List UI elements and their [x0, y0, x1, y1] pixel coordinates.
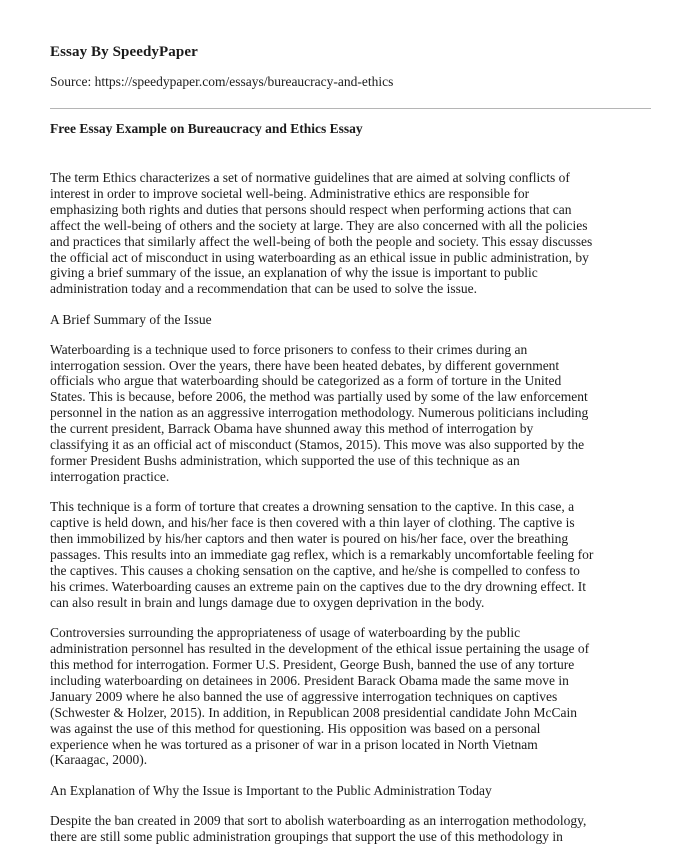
text-line: Despite the ban created in 2009 that sort to abolish waterboarding as an interrogation methodology, [50, 812, 587, 828]
text-line: the official act of misconduct in using waterboarding as an ethical issue in public administration, by [50, 249, 589, 265]
text-line: there are still some public administration groupings that support the use of this methodology in [50, 828, 563, 844]
text-line: interrogation practice. [50, 468, 170, 484]
essay-body [50, 170, 651, 859]
text-line: States. This is because, before 2006, the method was partially used by some of the law enforcement [50, 389, 588, 405]
essay-title: Free Essay Example on Bureaucracy and Ethics Essay [50, 121, 363, 136]
text-line: officials who argue that waterboarding should be categorized as a form of torture in the United [50, 373, 562, 389]
text-line: including waterboarding on detainees in 2006. President Barack Obama made the same move in [50, 672, 569, 688]
text-line: former President Bushs administration, which supported the use of this technique as an [50, 453, 520, 468]
essay-paragraph [50, 499, 651, 610]
text-line: then immobilized by his/her captors and then water is poured on his/her face, over the breathing [50, 531, 569, 547]
text-line: A Brief Summary of the Issue [50, 311, 212, 327]
text-line: (Schwester & Holzer, 2015). In addition, in Republican 2008 presidential candidate John McCain [50, 704, 577, 720]
text-line: passages. This results into an immediate gag reflex, which is a remarkably uncomfortable feeling for [50, 547, 594, 563]
text-line: can also result in brain and lungs damage due to oxygen deprivation in the body. [50, 594, 485, 610]
header-divider [50, 108, 651, 109]
text-line: January 2009 where he also banned the use of aggressive interrogation techniques on captives [50, 688, 558, 704]
text-line: This technique is a form of torture that creates a drowning sensation to the captive. In this case, a [50, 499, 575, 515]
text-line: his crimes. Waterboarding causes an extreme pain on the captives due to the dry drowning effect. It [50, 578, 586, 594]
section-heading [50, 783, 651, 799]
essay-paragraph [50, 813, 651, 845]
text-line: the captives. This causes a choking sensation on the captive, and he/she is compelled to confess to [50, 562, 580, 578]
text-line: classifying it as an official act of misconduct (Stamos, 2015). This move was also supported by the [50, 437, 585, 453]
source-line: Source: https://speedypaper.com/essays/bureaucracy-and-ethics [50, 74, 394, 89]
text-line: The term Ethics characterizes a set of normative guidelines that are aimed at solving conflicts of [50, 170, 570, 185]
text-line: interest in order to improve societal well-being. Administrative ethics are responsible for [50, 185, 530, 201]
text-line: this method for interrogation. Former U.S. President, George Bush, banned the use of any torture [50, 656, 575, 672]
essay-paragraph [50, 342, 651, 485]
text-line: captive is held down, and his/her face is then covered with a thin layer of clothing. The captive is [50, 515, 575, 531]
essay-paragraph [50, 625, 651, 768]
text-line: interrogation session. Over the years, there have been heated debates, by different government [50, 357, 560, 373]
text-line: the current president, Barrack Obama have shunned away this method of interrogation by [50, 421, 534, 437]
text-line: giving a brief summary of the issue, an explanation of why the issue is important to public [50, 265, 538, 281]
text-line: Waterboarding is a technique used to force prisoners to confess to their crimes during an [50, 341, 528, 357]
text-line: affect the well-being of others and the society at large. They are also concerned with all the policies [50, 217, 588, 233]
section-heading [50, 312, 651, 328]
text-line: personnel in the nation as an aggressive interrogation methodology. Numerous politicians including [50, 405, 589, 421]
brand-title: Essay By SpeedyPaper [50, 44, 198, 60]
text-line: An Explanation of Why the Issue is Important to the Public Administration Today [50, 782, 492, 798]
text-line: administration today and a recommendation that can be used to solve the issue. [50, 281, 478, 297]
text-line: administration personnel has resulted in the development of the ethical issue pertaining the usage of [50, 641, 590, 657]
text-line: and practices that similarly affect the well-being of both the people and society. This essay discusses [50, 233, 593, 249]
text-line: emphasizing both rights and duties that persons should respect when performing actions that can [50, 201, 572, 217]
text-line: Controversies surrounding the appropriateness of usage of waterboarding by the public [50, 625, 521, 641]
essay-paragraph [50, 170, 651, 297]
text-line: was against the use of this method for questioning. His opposition was based on a personal [50, 720, 541, 736]
text-line: experience when he was tortured as a prisoner of war in a prison located in North Vietnam [50, 736, 538, 752]
text-line: (Karaagac, 2000). [50, 752, 148, 768]
